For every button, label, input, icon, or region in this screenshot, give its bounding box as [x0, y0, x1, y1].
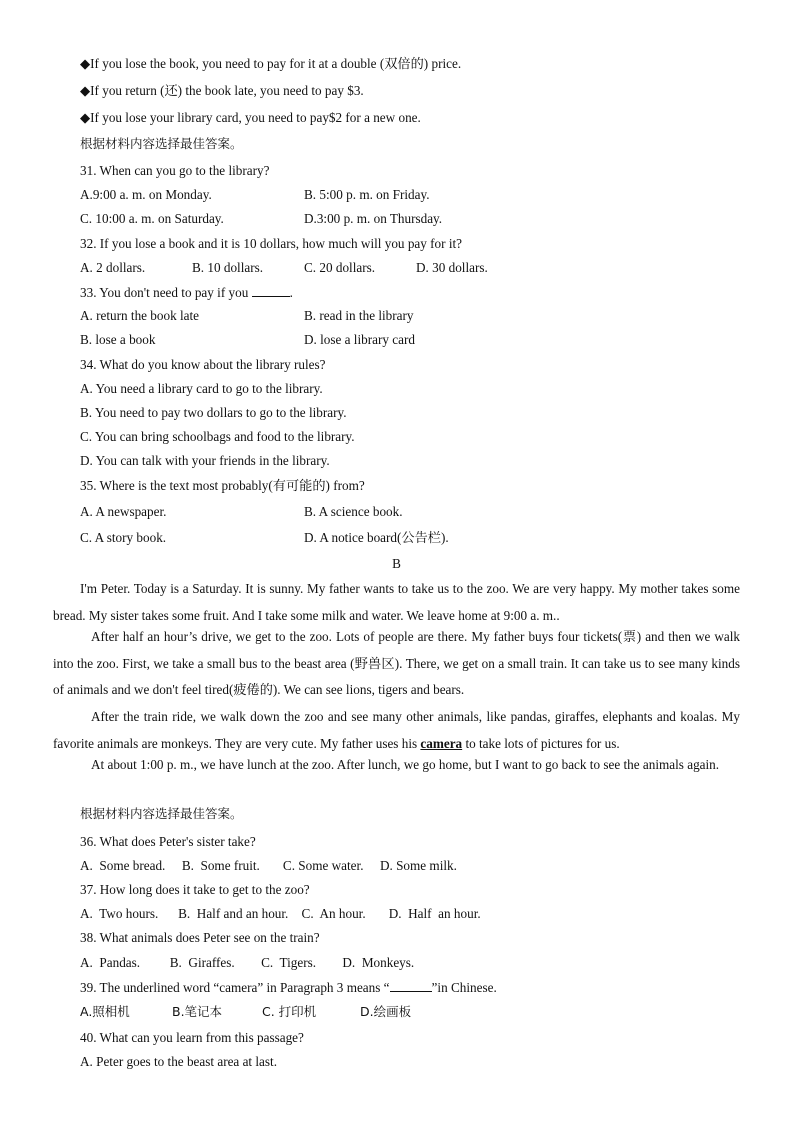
q34-option-c[interactable]: C. You can bring schoolbags and food to the library.	[80, 429, 355, 444]
rule-double-price: ◆If you lose the book, you need to pay for it at a double (双倍的) price.	[80, 56, 462, 71]
paragraph-3-text-start: After the train ride, we walk down the zoo and see many other animals, like pandas, giraffes, elephants and koalas. My favorite animals are monkeys. They are very cute. My father uses his	[53, 709, 740, 751]
q35-option-b[interactable]: B. A science book.	[304, 504, 403, 519]
passage-paragraph-1	[53, 576, 740, 629]
rule-return-late: ◆If you return (还) the book late, you need to pay $3.	[80, 83, 364, 98]
rule-lose-card: ◆If you lose your library card, you need to pay$2 for a new one.	[80, 110, 421, 125]
q31-option-a[interactable]: A.9:00 a. m. on Monday.	[80, 187, 212, 202]
q31-option-c[interactable]: C. 10:00 a. m. on Saturday.	[80, 211, 224, 226]
q32-option-d[interactable]: D. 30 dollars.	[416, 260, 488, 275]
q37-options[interactable]: A. Two hours. B. Half and an hour. C. An hour. D. Half an hour.	[80, 906, 481, 921]
q39-option-c[interactable]: C. 打印机	[262, 1004, 317, 1019]
q35-stem: 35. Where is the text most probably(有可能的) from?	[80, 478, 365, 493]
q32-stem: 32. If you lose a book and it is 10 dollars, how much will you pay for it?	[80, 236, 463, 251]
q32-option-a[interactable]: A. 2 dollars.	[80, 260, 146, 275]
q33-stem-text: 33. You don't need to pay if you	[80, 285, 249, 300]
q39-option-b[interactable]: B.笔记本	[172, 1004, 223, 1019]
q33-stem: 33. You don't need to pay if you .	[80, 285, 293, 300]
q33-option-b[interactable]: B. read in the library	[304, 308, 414, 323]
q31-option-b[interactable]: B. 5:00 p. m. on Friday.	[304, 187, 430, 202]
q35-option-c[interactable]: C. A story book.	[80, 530, 167, 545]
q35-option-a[interactable]: A. A newspaper.	[80, 504, 167, 519]
instruction-a: 根据材料内容选择最佳答案。	[80, 136, 243, 151]
q33-option-a[interactable]: A. return the book late	[80, 308, 200, 323]
q38-stem: 38. What animals does Peter see on the train?	[80, 930, 320, 945]
section-b-heading: B	[392, 556, 401, 571]
underlined-word-camera: camera	[420, 735, 463, 751]
q37-stem: 37. How long does it take to get to the zoo?	[80, 882, 310, 897]
q38-options[interactable]: A. Pandas. B. Giraffes. C. Tigers. D. Monkeys.	[80, 955, 415, 970]
paragraph-3-text-end: to take lots of pictures for us.	[462, 735, 620, 751]
paragraph-2-text: After half an hour’s drive, we get to the zoo. Lots of people are there. My father buys four tickets(票) and then we walk into the zoo. First, we take a small bus to the beast area (野兽区). There, we get on a small train. It can take us to see many kinds of animals and we don't feel tired(疲倦的). We can see lions, tigers and bears.	[53, 629, 740, 697]
instruction-b: 根据材料内容选择最佳答案。	[80, 806, 243, 821]
q31-option-d[interactable]: D.3:00 p. m. on Thursday.	[304, 211, 443, 226]
q39-option-a[interactable]: A.照相机	[80, 1004, 130, 1019]
q36-options[interactable]: A. Some bread. B. Some fruit. C. Some water. D. Some milk.	[80, 858, 457, 873]
q33-option-c[interactable]: B. lose a book	[80, 332, 156, 347]
q39-stem-start: 39. The underlined word “camera” in Paragraph 3 means “	[80, 980, 390, 995]
q40-stem: 40. What can you learn from this passage?	[80, 1030, 304, 1045]
q34-option-d[interactable]: D. You can talk with your friends in the library.	[80, 453, 330, 468]
q31-stem: 31. When can you go to the library?	[80, 163, 270, 178]
passage-paragraph-3	[53, 704, 740, 757]
q39-stem	[80, 979, 497, 996]
q40-option-a[interactable]: A. Peter goes to the beast area at last.	[80, 1054, 278, 1069]
q32-option-c[interactable]: C. 20 dollars.	[304, 260, 376, 275]
q32-option-b[interactable]: B. 10 dollars.	[192, 260, 264, 275]
q39-stem-end: ”in Chinese.	[431, 980, 497, 995]
q33-option-d[interactable]: D. lose a library card	[304, 332, 415, 347]
answer-blank	[252, 284, 290, 297]
q34-stem: 34. What do you know about the library rules?	[80, 357, 326, 372]
q36-stem: 36. What does Peter's sister take?	[80, 834, 256, 849]
q34-option-b[interactable]: B. You need to pay two dollars to go to the library.	[80, 405, 347, 420]
passage-paragraph-4	[53, 752, 740, 779]
passage-paragraph-2	[53, 624, 740, 704]
q35-option-d[interactable]: D. A notice board(公告栏).	[304, 530, 449, 545]
q39-option-d[interactable]: D.绘画板	[360, 1004, 412, 1019]
q34-option-a[interactable]: A. You need a library card to go to the library.	[80, 381, 323, 396]
answer-blank	[390, 979, 432, 992]
paragraph-1-text: I'm Peter. Today is a Saturday. It is sunny. My father wants to take us to the zoo. We are very happy. My mother takes some bread. My sister takes some fruit. And I take some milk and water. We leave home at 9:00 a. m..	[53, 581, 740, 623]
paragraph-4-text: At about 1:00 p. m., we have lunch at the zoo. After lunch, we go home, but I want to go back to see the animals again.	[91, 757, 720, 772]
